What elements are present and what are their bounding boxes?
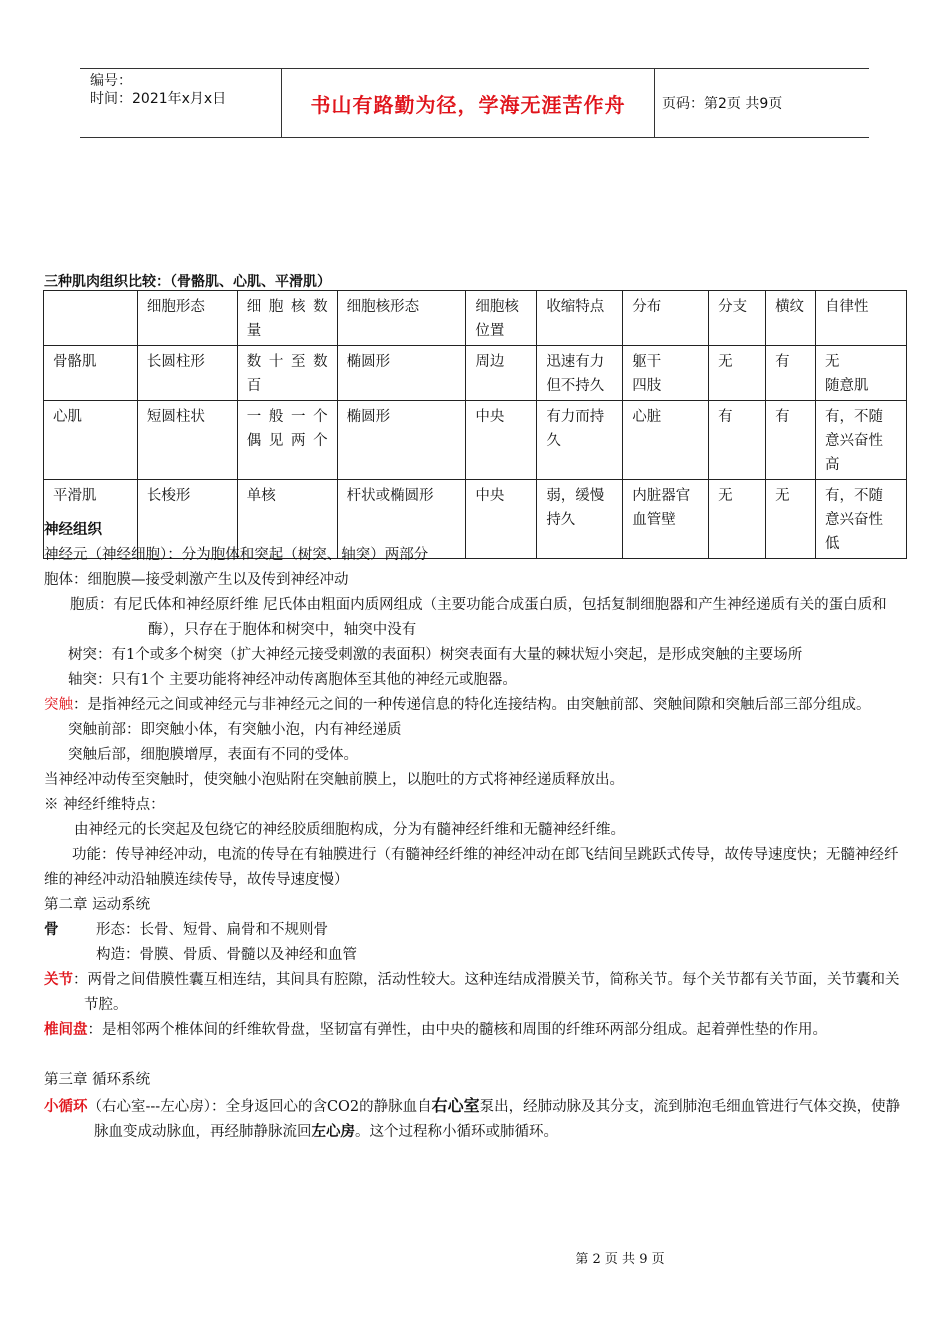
header-cell: 细胞核位置 (466, 291, 537, 346)
table-cell: 有 (766, 346, 816, 401)
table-cell: 弱，缓慢持久 (537, 480, 623, 559)
header-cell: 细 胞 核 数 量 (237, 291, 337, 346)
table-cell: 短圆柱状 (137, 401, 237, 480)
paragraph-pre-synapse: 突触前部：即突触小体，有突触小泡，内有神经递质 (68, 722, 402, 738)
table-cell: 椭圆形 (337, 346, 466, 401)
term-bone: 骨 (44, 922, 59, 938)
joint-definition: ：两骨之间借膜性囊互相连结，其间具有腔隙，活动性较大。这种连结成滑膜关节，简称关节。每个关节都有关节面，关节囊和关节腔。 (73, 972, 900, 1013)
table-cell: 周边 (466, 346, 537, 401)
document-date: 时间：2021年x月x日 (90, 91, 227, 107)
paragraph-synapse (44, 693, 908, 718)
table-cell: 数 十 至 数 百 (237, 346, 337, 401)
table-cell: 迅速有力但不持久 (537, 346, 623, 401)
page-info: 页码：第2页 共9页 (662, 96, 783, 112)
header-motto-cell (281, 69, 655, 137)
header-cell: 自律性 (816, 291, 907, 346)
header-cell: 细胞形态 (137, 291, 237, 346)
table-cell: 心肌 (44, 401, 138, 480)
bone-form-text: 形态：长骨、短骨、扁骨和不规则骨 (96, 922, 328, 938)
paragraph-neuron: 神经元（神经细胞）：分为胞体和突起（树突、轴突）两部分 (44, 547, 429, 563)
paragraph-soma: 胞体：细胞膜—接受刺激产生以及传到神经冲动 (44, 572, 349, 588)
chapter-2-title: 第二章 运动系统 (44, 897, 151, 913)
paragraph-bone-form (44, 918, 908, 943)
fiber-title: ※ 神经纤维特点： (44, 797, 165, 813)
table-cell: 平滑肌 (44, 480, 138, 559)
term-pulmonary-circulation: 小循环 (44, 1099, 88, 1115)
table-cell: 无 (709, 480, 766, 559)
header-info-cell (80, 69, 281, 137)
term-synapse: 突触 (44, 697, 73, 713)
header-page-cell (654, 69, 869, 137)
header-cell: 分布 (623, 291, 709, 346)
paragraph-bone-structure: 构造：骨膜、骨质、骨髓以及神经和血管 (96, 947, 357, 963)
pc-text-2: 泵出，经肺动脉及其分支，流到肺泡毛细血管进行气体交换，使静脉血变成动脉血，再经肺静脉流回 (94, 1099, 901, 1140)
term-joint: 关节 (44, 972, 73, 988)
paragraph-dendrite: 树突：有1个或多个树突（扩大神经元接受刺激的表面积）树突表面有大量的棘状短小突起，是形成突触的主要场所 (68, 647, 803, 663)
header-cell: 细胞核形态 (337, 291, 466, 346)
table-cell: 单核 (237, 480, 337, 559)
table-cell: 有，不随意兴奋性高 (816, 401, 907, 480)
table-cell: 有，不随意兴奋性低 (816, 480, 907, 559)
paragraph-joint (44, 968, 908, 1018)
table-cell: 躯干 四肢 (623, 346, 709, 401)
table-cell: 杆状或椭圆形 (337, 480, 466, 559)
table-row (44, 346, 907, 401)
header-cell: 横纹 (766, 291, 816, 346)
paragraph-cytoplasm: 胞质：有尼氏体和神经原纤维 尼氏体由粗面内质网组成（主要功能合成蛋白质，包括复制细胞器和产生神经递质有关的蛋白质和酶），只存在于胞体和树突中，轴突中没有 (70, 597, 887, 638)
paragraph-post-synapse: 突触后部，细胞膜增厚，表面有不同的受体。 (68, 747, 358, 763)
body-text (44, 518, 908, 1145)
synapse-definition: ：是指神经元之间或神经元与非神经元之间的一种传递信息的特化连接结构。由突触前部、突触间隙和突触后部三部分组成。 (73, 697, 871, 713)
table-title: 三种肌肉组织比较：（骨骼肌、心肌、平滑肌） (44, 274, 331, 290)
table-cell: 有 (766, 401, 816, 480)
table-cell: 一 般 一 个 偶见两个 (237, 401, 337, 480)
table-row (44, 401, 907, 480)
page-header (80, 68, 869, 138)
table-cell: 有力而持久 (537, 401, 623, 480)
table-cell: 心脏 (623, 401, 709, 480)
pc-text-1: （右心室---左心房）：全身返回心的含CO2的静脉血自 (87, 1099, 432, 1115)
table-cell: 无 (766, 480, 816, 559)
table-cell: 长圆柱形 (137, 346, 237, 401)
paragraph-axon: 轴突：只有1个 主要功能将神经冲动传离胞体至其他的神经元或胞器。 (68, 672, 517, 688)
table-cell: 无 随意肌 (816, 346, 907, 401)
header-cell: 分支 (709, 291, 766, 346)
header-cell (44, 291, 138, 346)
paragraph-transmission: 当神经冲动传至突触时，使突触小泡贴附在突触前膜上，以胞吐的方式将神经递质释放出。 (44, 772, 624, 788)
table-cell: 内脏器官血管壁 (623, 480, 709, 559)
term-right-ventricle: 右心室 (431, 1096, 480, 1115)
term-left-atrium: 左心房 (311, 1124, 355, 1140)
table-cell: 中央 (466, 480, 537, 559)
paragraph-pulmonary-circulation (44, 1093, 908, 1145)
term-intervertebral-disc: 椎间盘 (44, 1022, 88, 1038)
page-footer: 第 2 页 共 9 页 (575, 1252, 665, 1267)
table-cell: 无 (709, 346, 766, 401)
pc-text-3: 。这个过程称小循环或肺循环。 (355, 1124, 558, 1140)
paragraph-fiber-composition: 由神经元的长突起及包绕它的神经胶质细胞构成，分为有髓神经纤维和无髓神经纤维。 (74, 822, 625, 838)
paragraph-disc (44, 1018, 908, 1043)
table-cell: 中央 (466, 401, 537, 480)
section-title-nerve: 神经组织 (44, 522, 102, 538)
table-header-row (44, 291, 907, 346)
chapter-3-title: 第三章 循环系统 (44, 1072, 151, 1088)
document-number-label: 编号： (90, 73, 132, 89)
table-cell: 骨骼肌 (44, 346, 138, 401)
table-cell: 椭圆形 (337, 401, 466, 480)
table-cell: 长梭形 (137, 480, 237, 559)
table-cell: 有 (709, 401, 766, 480)
header-cell: 收缩特点 (537, 291, 623, 346)
motto-text: 书山有路勤为径，学海无涯苦作舟 (310, 92, 626, 117)
disc-definition: ：是相邻两个椎体间的纤维软骨盘，坚韧富有弹性，由中央的髓核和周围的纤维环两部分组成。起着弹性垫的作用。 (87, 1022, 827, 1038)
paragraph-fiber-function: 功能：传导神经冲动，电流的传导在有轴膜进行（有髓神经纤维的神经冲动在郎飞结间呈跳跃式传导，故传导速度快；无髓神经纤维的神经冲动沿轴膜连续传导，故传导速度慢） (44, 847, 899, 888)
